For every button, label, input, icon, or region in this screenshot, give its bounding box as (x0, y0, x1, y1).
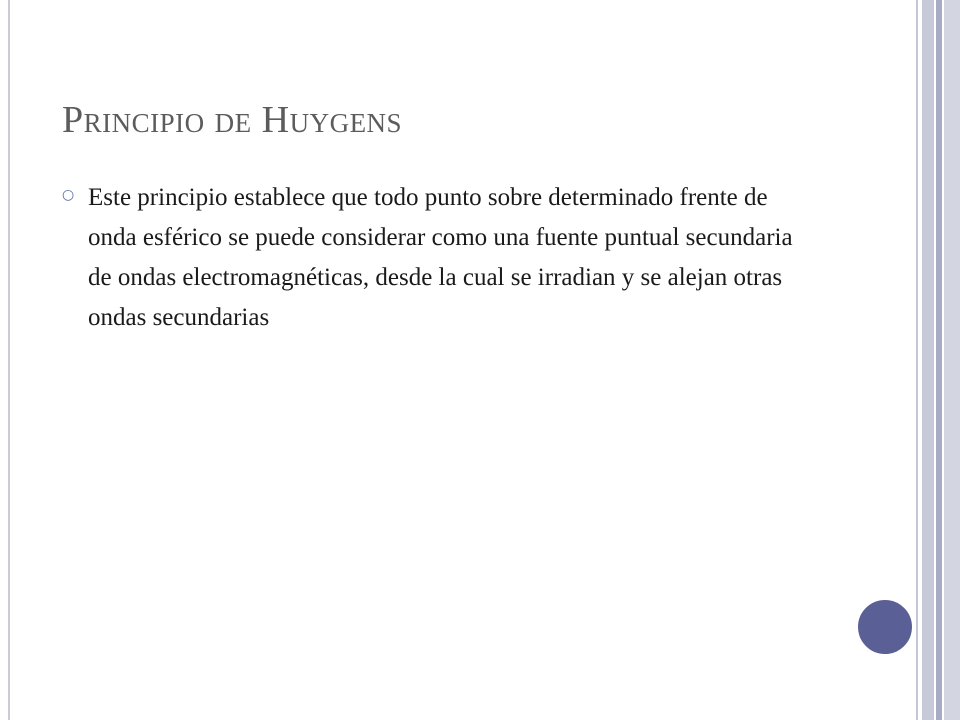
right-frame-line (916, 0, 918, 720)
decorative-circle (856, 598, 914, 656)
slide-title: Principio de Huygens (62, 99, 403, 141)
bullet-list (58, 178, 818, 338)
right-frame-bar-light (944, 0, 960, 720)
left-frame-line (8, 0, 10, 720)
list-item (58, 178, 818, 338)
hollow-circle-icon: ○ (62, 187, 75, 203)
right-frame-bar-dark (936, 0, 942, 720)
right-frame-bar (922, 0, 934, 720)
bullet-text: Este principio establece que todo punto sobre determinado frente de onda esférico se puede considerar como una fuente puntual secundaria de ondas electromagnéticas, desde la cual se irradian y se alejan otras ondas secundarias (88, 184, 793, 331)
